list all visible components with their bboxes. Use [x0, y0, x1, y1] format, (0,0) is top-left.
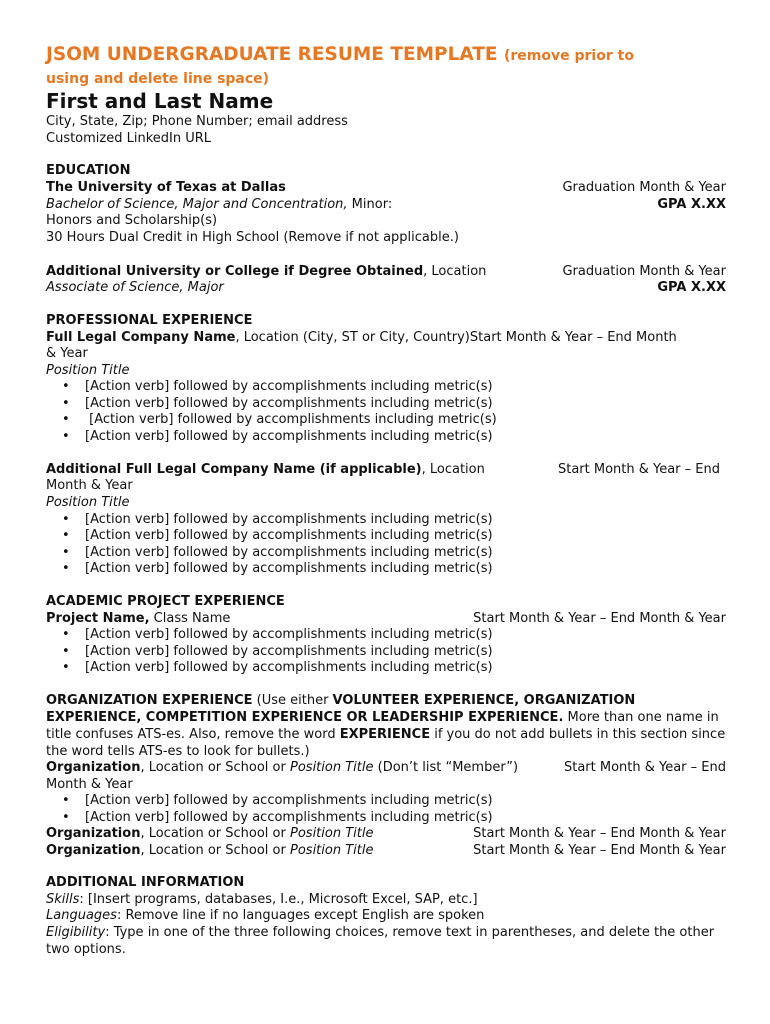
contact-line: City, State, Zip; Phone Number; email address [46, 114, 348, 129]
gpa: GPA X.XX [657, 197, 726, 212]
list-item: • [Action verb] followed by accomplishments including metric(s) [46, 792, 765, 809]
school-name: The University of Texas at Dallas [46, 180, 286, 195]
organization3-row [46, 842, 726, 859]
degree-row [46, 196, 726, 213]
additional-degree-row [46, 279, 726, 296]
languages-label: Languages [46, 908, 117, 923]
organization2-location: , Location or School or [140, 826, 290, 841]
list-item: • [Action verb] followed by accomplishments including metric(s) [46, 378, 765, 395]
company2-dates: Start Month & Year – End [557, 462, 720, 477]
class-name: Class Name [149, 611, 231, 626]
additional-heading: ADDITIONAL INFORMATION [46, 875, 245, 890]
additional-graduation-date: Graduation Month & Year [562, 264, 726, 279]
eligibility-line [46, 924, 726, 958]
project-dates: Start Month & Year – End Month & Year [473, 611, 726, 626]
organization-note-detail: More than one name in title confuses ATS-es. Also, remove the word [46, 710, 719, 742]
list-item: • [Action verb] followed by accomplishments including metric(s) [46, 428, 765, 445]
template-title-note: (remove prior to using and delete line space) [46, 48, 634, 87]
list-item: • [Action verb] followed by accomplishments including metric(s) [46, 511, 765, 528]
organization1-dates: Start Month & Year – End [563, 760, 726, 775]
company1-location: , Location (City, ST or City, Country) [235, 330, 470, 345]
organization1-note: (Don’t list “Member”) [373, 760, 519, 775]
organization-intro [46, 692, 726, 760]
list-item: • [Action verb] followed by accomplishments including metric(s) [46, 643, 765, 660]
organization1-row [46, 759, 726, 776]
organization2-position: Position Title [290, 826, 374, 841]
organization3-label: Organization [46, 843, 141, 858]
minor-text: Minor: [347, 197, 393, 212]
organization1-position: Position Title [290, 760, 374, 775]
project-name: Project Name, [46, 611, 150, 626]
eligibility-label: Eligibility [46, 925, 106, 940]
list-item: • [Action verb] followed by accomplishments including metric(s) [46, 527, 765, 544]
skills-label: Skills [46, 892, 80, 907]
linkedin-line: Customized LinkedIn URL [46, 131, 212, 146]
honors-line: Honors and Scholarship(s) [46, 213, 218, 228]
education-school-row [46, 179, 726, 196]
candidate-name: First and Last Name [46, 89, 274, 113]
organization1-dates-cont: Month & Year [46, 777, 133, 792]
company1-row [46, 329, 726, 346]
degree-text: Bachelor of Science, Major and Concentration, [46, 197, 348, 212]
company1-name: Full Legal Company Name [46, 330, 236, 345]
position-title: Position Title [46, 363, 130, 378]
academic-heading: ACADEMIC PROJECT EXPERIENCE [46, 594, 285, 609]
position-title-2: Position Title [46, 495, 130, 510]
organization-heading: ORGANIZATION EXPERIENCE [46, 693, 253, 708]
company2-dates-cont: Month & Year [46, 478, 133, 493]
organization2-dates: Start Month & Year – End Month & Year [473, 826, 726, 841]
company2-location: , Location [421, 462, 485, 477]
skills-line [46, 891, 726, 908]
organization3-position: Position Title [290, 843, 374, 858]
company1-dates-cont: & Year [46, 346, 88, 361]
eligibility-text: : Type in one of the three following choices, remove text in parentheses, and delete the other two options. [46, 925, 715, 957]
company2-row [46, 461, 726, 478]
list-item: • [Action verb] followed by accomplishments including metric(s) [46, 411, 765, 428]
organization2-label: Organization [46, 826, 141, 841]
education-heading: EDUCATION [46, 163, 131, 178]
additional-school-location: , Location [423, 264, 487, 279]
organization-note: (Use either [252, 693, 333, 708]
organization1-label: Organization [46, 760, 141, 775]
project-row [46, 610, 726, 627]
languages-text: : Remove line if no languages except English are spoken [116, 908, 485, 923]
graduation-date: Graduation Month & Year [562, 180, 726, 195]
additional-school-row [46, 263, 726, 280]
template-title [46, 44, 726, 90]
list-item: • [Action verb] followed by accomplishments including metric(s) [46, 659, 765, 676]
dual-credit-line: 30 Hours Dual Credit in High School (Remove if not applicable.) [46, 230, 459, 245]
additional-gpa: GPA X.XX [657, 280, 726, 295]
additional-degree-text: Associate of Science, Major [46, 280, 224, 295]
professional-heading: PROFESSIONAL EXPERIENCE [46, 313, 253, 328]
organization3-location: , Location or School or [140, 843, 290, 858]
languages-line [46, 907, 726, 924]
company1-dates: Start Month & Year – End Month [469, 330, 677, 345]
company2-name: Additional Full Legal Company Name (if applicable) [46, 462, 422, 477]
list-item: • [Action verb] followed by accomplishments including metric(s) [46, 626, 765, 643]
organization3-dates: Start Month & Year – End Month & Year [473, 843, 726, 858]
list-item: • [Action verb] followed by accomplishments including metric(s) [46, 809, 765, 826]
organization1-location: , Location or School or [140, 760, 290, 775]
list-item: • [Action verb] followed by accomplishments including metric(s) [46, 560, 765, 577]
skills-text: : [Insert programs, databases, I.e., Microsoft Excel, SAP, etc.] [79, 892, 478, 907]
list-item: • [Action verb] followed by accomplishments including metric(s) [46, 395, 765, 412]
organization-note-keyword: EXPERIENCE [339, 727, 431, 742]
template-title-main: JSOM UNDERGRADUATE RESUME TEMPLATE [46, 44, 498, 65]
organization-note-end: if you do not add bullets in this section since the word tells ATS-es to look for bullets.) [46, 727, 726, 759]
organization-note-options: VOLUNTEER EXPERIENCE, ORGANIZATION EXPERIENCE, COMPETITION EXPERIENCE OR LEADERSHIP EXPERIENCE. [46, 693, 636, 725]
additional-school-name: Additional University or College if Degree Obtained [46, 264, 424, 279]
organization2-row [46, 825, 726, 842]
list-item: • [Action verb] followed by accomplishments including metric(s) [46, 544, 765, 561]
